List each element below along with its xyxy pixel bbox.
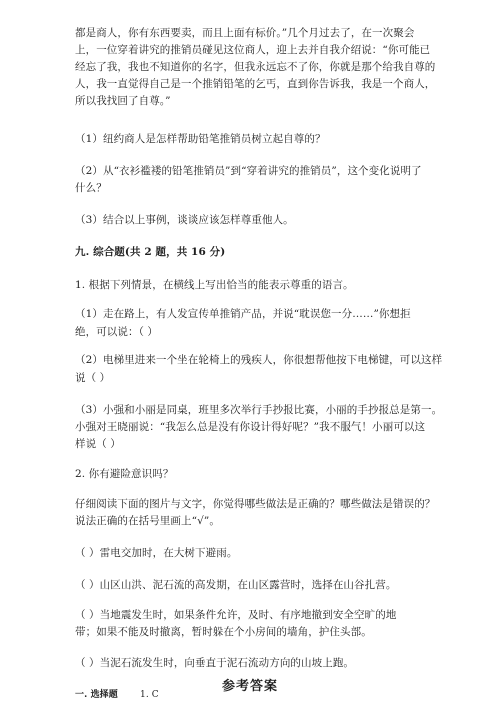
passage-line: 人，我一直觉得自己是一个推销铅笔的乞丐，直到你告诉我，我是一个商人，	[75, 78, 436, 90]
scenario-3-line-2: 小强对王晓丽说：“我怎么总是没有你设计得好呢？”我不服气！小丽可以这	[75, 421, 426, 433]
safety-item-1: （ ）雷电交加时，在大树下避雨。	[75, 547, 238, 559]
answers-section-heading: 一. 选择题	[75, 690, 118, 700]
question-title: 2. 你有避险意识吗？	[75, 468, 174, 480]
scenario-1-line-1: （1）走在路上，有人发宣传单推销产品，并说“耽误您一分……”你想拒	[75, 308, 411, 320]
scenario-2-line-2: 说（ ）	[75, 372, 111, 384]
passage-line: 经忘了我，我也不知道你的名字，但我永远忘不了你，你就是那个给我自尊的	[75, 61, 436, 73]
question-title: 1. 根据下列情景，在横线上写出恰当的能表示尊重的语言。	[75, 279, 354, 291]
section-heading: 九. 综合题(共 2 题，共 16 分)	[75, 246, 226, 258]
answers-title: 参考答案	[221, 679, 278, 694]
passage-line: 所以我找回了自尊。”	[75, 95, 171, 107]
answer-1: 1. C	[140, 690, 159, 700]
safety-item-3-line-1: （ ）当地震发生时，如果条件允许，及时、有序地撤到安全空旷的地	[75, 609, 397, 621]
passage-line: 都是商人，你有东西要卖，而且上面有标价。”几个月过去了，在一次聚会	[75, 27, 415, 39]
scenario-1-line-2: 绝，可以说：（ ）	[75, 326, 158, 338]
instruction-line-1: 仔细阅读下面的图片与文字，你觉得哪些做法是正确的？哪些做法是错误的？	[75, 498, 436, 510]
instruction-line-2: 说法正确的在括号里画上“√”。	[75, 515, 220, 527]
safety-item-3-line-2: 带；如果不能及时撤离，暂时躲在个小房间的墙角，护住头部。	[75, 626, 372, 638]
question-3: （3）结合以上事例，谈谈应该怎样尊重他人。	[75, 214, 294, 226]
scenario-2-line-1: （2）电梯里进来一个坐在轮椅上的残疾人，你很想帮他按下电梯键，可以这样	[75, 354, 443, 366]
question-2-line-2: 什么？	[75, 182, 107, 194]
passage-line: 上，一位穿着讲究的推销员碰见这位商人，迎上去并自我介绍说：“你可能已	[75, 44, 431, 56]
question-1: （1）纽约商人是怎样帮助铅笔推销员树立起自尊的？	[75, 133, 326, 145]
scenario-3-line-1: （3）小强和小丽是同桌，班里多次举行手抄报比赛，小丽的手抄报总是第一。	[75, 404, 443, 416]
question-2-line-1: （2）从“衣衫褴褛的铅笔推销员”到“穿着讲究的推销员”，这个变化说明了	[75, 165, 422, 177]
safety-item-4: （ ）当泥石流发生时，向垂直于泥石流动方向的山坡上跑。	[75, 657, 355, 669]
scenario-3-line-3: 样说（ ）	[75, 438, 121, 450]
safety-item-2: （ ）山区山洪、泥石流的高发期，在山区露营时，选择在山谷扎营。	[75, 579, 397, 591]
